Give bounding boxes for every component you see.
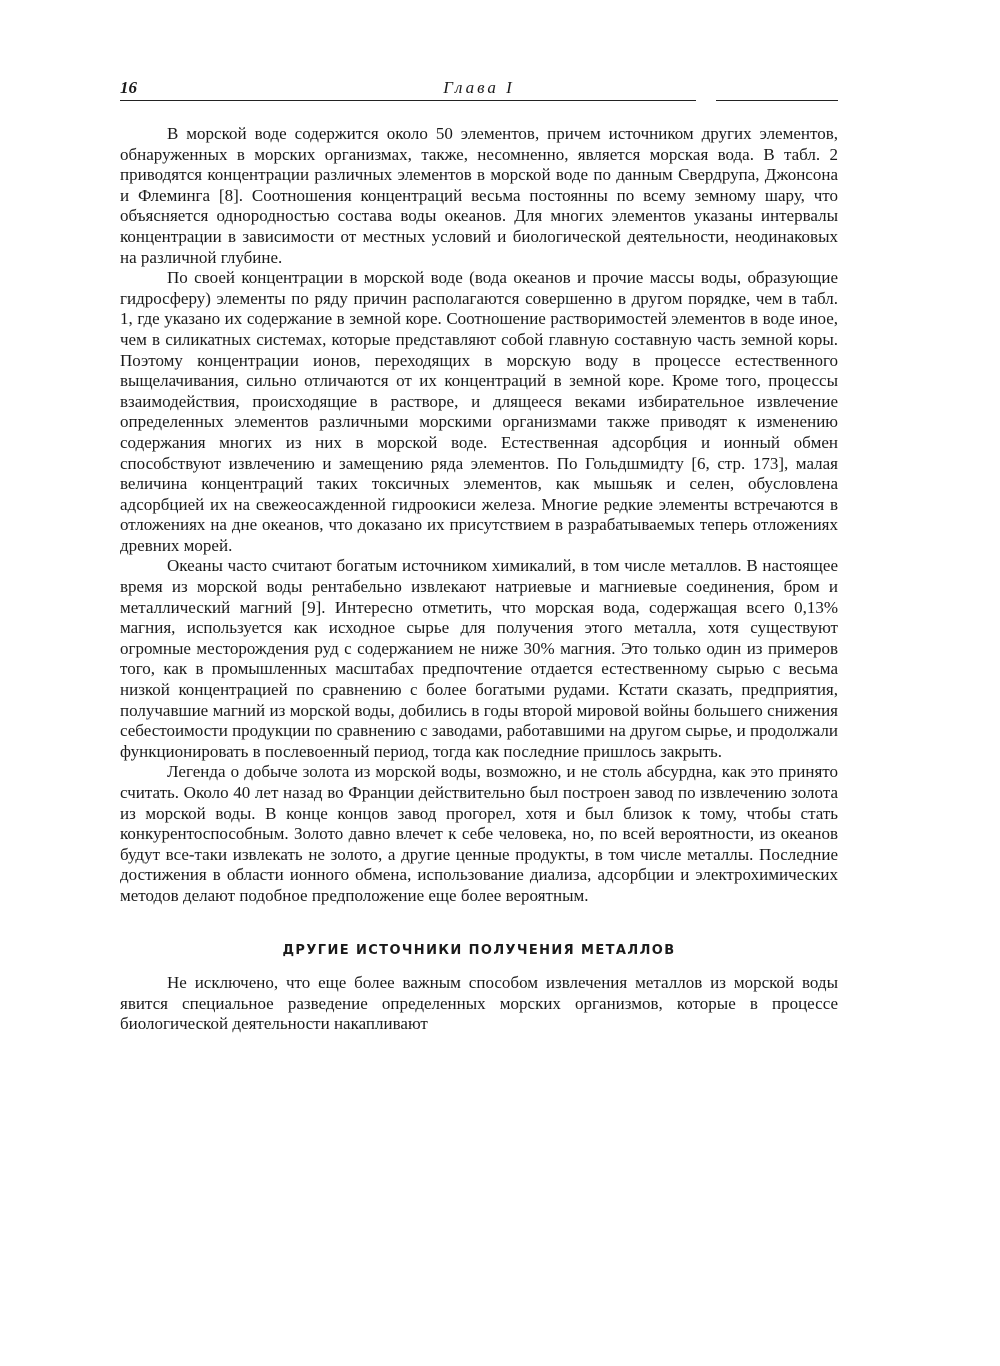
paragraph: В морской воде содержится около 50 элементов, причем источником других элементов, обнаруженных в морских организмах, также, несомненно, является морская вода. В табл. 2 приводятся концентрации различных элементов в морской воде по данным Свердрупа, Джонсона и Флеминга [8]. Соотношения концентраций весьма постоянны по всему земному шару, что объясняется однородностью состава воды океанов. Для многих элементов указаны интервалы концентрации в зависимости от местных условий и биологической деятельности, неодинаковых на различной глубине. [120, 124, 838, 267]
running-head: Глава I [443, 78, 515, 97]
section-heading: ДРУГИЕ ИСТОЧНИКИ ПОЛУЧЕНИЯ МЕТАЛЛОВ [282, 942, 676, 958]
paragraph: Легенда о добыче золота из морской воды, возможно, и не столь абсурдна, как это принято считать. Около 40 лет назад во Франции действительно был построен завод по извлечению золота из морской воды. В конце концов завод прогорел, хотя и был близок к тому, чтобы стать конкурентоспособным. Золото давно влечет к себе человека, но, по всей вероятности, из океанов будут все-таки извлекать не золото, а другие ценные продукты, в том числе металлы. Последние достижения в области ионного обмена, использование диализа, адсорбции и электрохимических методов делают подобное предположение еще более вероятным. [120, 762, 838, 905]
page-body [120, 124, 838, 1035]
header-rule-right [716, 100, 838, 101]
paragraph: Океаны часто считают богатым источником химикалий, в том числе металлов. В настоящее время из морской воды рентабельно извлекают натриевые и магниевые соединения, бром и металлический магний [9]. Интересно отметить, что морская вода, содержащая всего 0,13% магния, используется как исходное сырье для получения этого металла, хотя существуют огромные месторождения руд с содержанием не ниже 30% магния. Это только один из примеров того, как в промышленных масштабах предпочтение отдается естественному сырью с весьма низкой концентрацией по сравнению с более богатыми рудами. Кстати сказать, предприятия, получавшие магний из морской воды, добились в годы второй мировой войны большего снижения себестоимости продукции по сравнению с заводами, работавшими на другом сырье, и продолжали функционировать в послевоенный период, тогда как последние пришлось закрыть. [120, 556, 838, 761]
header-rule [120, 100, 696, 101]
paragraph: Не исключено, что еще более важным способом извлечения металлов из морской воды явится специальное разведение определенных морских организмов, которые в процессе биологической деятельности накапливают [120, 973, 838, 1034]
paragraph: По своей концентрации в морской воде (вода океанов и прочие массы воды, образующие гидросферу) элементы по ряду причин располагаются совершенно в другом порядке, чем в табл. 1, где указано их содержание в земной коре. Соотношение растворимостей элементов в воде иное, чем в силикатных системах, которые представляют собой главную составную часть земной коры. Поэтому концентрации ионов, переходящих в морскую воду в процессе естественного выщелачивания, сильно отличаются от их концентраций в земной коре. Кроме того, процессы взаимодействия, происходящие в растворе, и длящееся веками избирательное извлечение определенных элементов различными морскими организмами также приводят к изменению содержания многих из них в морской воде. Естественная адсорбция и ионный обмен способствуют извлечению и замещению ряда элементов. По Гольдшмидту [6, стр. 173], малая величина концентраций таких токсичных элементов, как мышьяк и селен, обусловлена адсорбцией их на свежеосажденной гидроокиси железа. Многие редкие элементы встречаются в отложениях на дне океанов, что доказано их присутствием в разрабатываемых теперь отложениях древних морей. [120, 268, 838, 555]
page-header [120, 78, 838, 104]
page-number: 16 [120, 78, 137, 97]
